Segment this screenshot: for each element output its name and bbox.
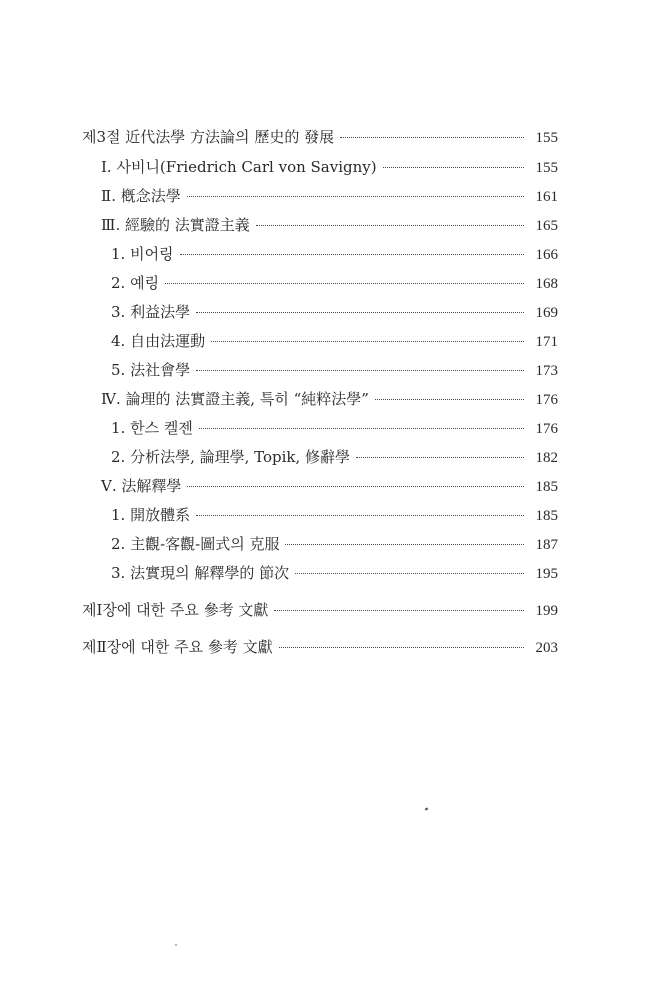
toc-references-chapter-2 [82,637,558,657]
toc-entry-label: 3. 利益法學 [111,303,191,321]
toc-page-number: 187 [535,537,558,553]
dot-leader [187,196,524,197]
toc-page-number: 176 [535,421,558,437]
toc-entry-label: 제3절 近代法學 方法論의 歷史的 發展 [82,128,335,146]
toc-subitem [111,331,558,351]
toc-subitem [111,302,558,322]
dot-leader [356,457,524,458]
toc-page-number: 168 [535,276,558,292]
toc-subitem [111,447,558,467]
toc-page-number: 155 [535,130,558,146]
dot-leader [340,137,524,138]
toc-chapter-3 [101,215,558,235]
toc-entry-label: Ⅴ. 法解釋學 [101,477,182,495]
dot-leader [295,573,524,574]
toc-entry-label: 5. 法社會學 [111,361,191,379]
dot-leader [196,515,524,516]
ink-speck [175,944,177,946]
toc-entry-label: 제Ⅰ장에 대한 주요 參考 文獻 [82,601,269,619]
dot-leader [375,399,524,400]
dot-leader [199,428,524,429]
toc-page-number: 155 [535,160,558,176]
toc-entry-label: Ⅳ. 論理的 法實證主義, 특히 “純粹法學” [101,390,369,408]
dot-leader [285,544,524,545]
toc-chapter-2 [101,186,558,206]
toc-page-number: 171 [535,334,558,350]
dot-leader [196,312,524,313]
toc-page-number: 199 [535,603,558,619]
toc-chapter-4 [101,389,558,409]
toc-page-number: 182 [535,450,558,466]
toc-entry-label: 제Ⅱ장에 대한 주요 參考 文獻 [82,638,273,656]
toc-entry-label: 2. 主觀-客觀-圖式의 克服 [111,535,280,553]
toc-entry-label: 3. 法實現의 解釋學的 節次 [111,564,290,582]
toc-entry-label: 4. 自由法運動 [111,332,206,350]
dot-leader [187,486,524,487]
dot-leader [279,647,524,648]
toc-subitem [111,244,558,264]
toc-section-3 [82,127,558,147]
dot-leader [274,610,524,611]
toc-subitem [111,273,558,293]
toc-page-number: 195 [535,566,558,582]
toc-page-number: 176 [535,392,558,408]
dot-leader [196,370,524,371]
toc-entry-label: 1. 한스 켈젠 [111,419,193,437]
toc-entry-label: 2. 分析法學, 論理學, Topik, 修辭學 [111,448,351,466]
toc-page-number: 169 [535,305,558,321]
toc-entry-label: Ⅰ. 사비니(Friedrich Carl von Savigny) [101,158,377,176]
toc-page-number: 165 [535,218,558,234]
dot-leader [256,225,524,226]
toc-subitem [111,418,558,438]
toc-chapter-1 [101,157,558,177]
dot-leader [180,254,524,255]
dot-leader [165,283,524,284]
toc-subitem [111,505,558,525]
toc-page-number: 166 [535,247,558,263]
toc-page-number: 185 [535,508,558,524]
toc-subitem [111,534,558,554]
toc-entry-label: Ⅱ. 槪念法學 [101,187,181,205]
toc-entry-label: 1. 비어링 [111,245,174,263]
toc-page-number: 173 [535,363,558,379]
dot-leader [211,341,524,342]
toc-page-number: 185 [535,479,558,495]
toc-subitem [111,360,558,380]
toc-entry-label: 1. 開放體系 [111,506,191,524]
toc-entry-label: Ⅲ. 經驗的 法實證主義 [101,216,250,234]
toc-subitem [111,563,558,583]
toc-chapter-5 [101,476,558,496]
toc-page-number: 161 [535,189,558,205]
toc-page-number: 203 [535,640,558,656]
toc-references-chapter-1 [82,600,558,620]
dot-leader [383,167,524,168]
toc-entry-label: 2. 예링 [111,274,160,292]
